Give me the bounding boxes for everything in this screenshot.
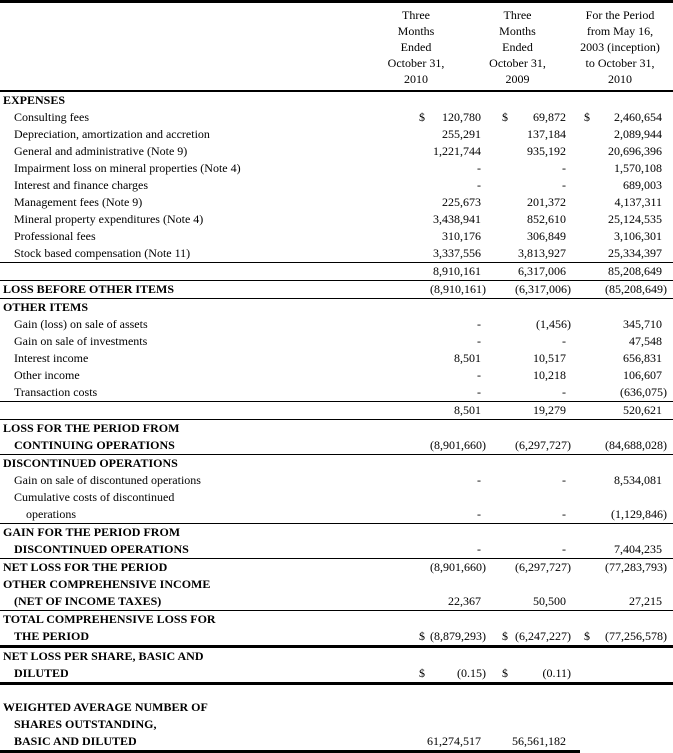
value-col-2 xyxy=(487,628,572,645)
row-label: Transaction costs xyxy=(14,385,98,399)
table-row xyxy=(0,593,673,610)
table-row xyxy=(0,420,673,437)
value-col-3 xyxy=(572,245,668,262)
value-text: 656,831 xyxy=(623,351,662,365)
value-text: 201,372 xyxy=(527,195,566,209)
value-col-1 xyxy=(399,177,487,194)
value-text: - xyxy=(477,317,481,331)
table-row xyxy=(0,384,673,401)
table-row xyxy=(0,611,673,628)
value-col-2 xyxy=(487,611,572,628)
value-text: 306,849 xyxy=(527,229,566,243)
dollar-sign: $ xyxy=(502,629,508,643)
row-label: DISCONTINUED OPERATIONS xyxy=(14,542,189,556)
value-text: 25,334,397 xyxy=(608,246,662,260)
row-label: OTHER ITEMS xyxy=(3,300,89,314)
value-col-1 xyxy=(399,437,487,454)
value-text: - xyxy=(477,178,481,192)
column-header-line: Months xyxy=(499,24,536,38)
value-col-2 xyxy=(487,281,572,298)
value-col-1 xyxy=(399,541,487,558)
value-col-3 xyxy=(572,611,668,628)
column-header-line: 2003 (inception) xyxy=(580,40,660,54)
value-col-2 xyxy=(487,126,572,143)
table-row xyxy=(0,211,673,228)
table-row xyxy=(0,177,673,194)
value-col-3 xyxy=(572,194,668,211)
value-col-1 xyxy=(399,367,487,384)
value-col-3 xyxy=(572,420,668,437)
value-col-1 xyxy=(399,92,487,109)
value-text: (0.15) xyxy=(457,666,486,680)
spacer-row xyxy=(0,685,673,699)
value-col-1 xyxy=(399,109,487,126)
value-col-3 xyxy=(572,350,668,367)
value-text: 25,124,535 xyxy=(608,212,662,226)
table-row xyxy=(0,194,673,211)
table-body xyxy=(0,92,673,753)
value-text: 61,274,517 xyxy=(427,734,481,748)
value-col-1 xyxy=(399,245,487,262)
value-text: (85,208,649) xyxy=(605,282,667,296)
value-col-3 xyxy=(572,559,668,576)
value-text: - xyxy=(562,507,566,521)
table-row xyxy=(0,402,673,419)
table-row xyxy=(0,333,673,350)
row-label: Cumulative costs of discontinued xyxy=(14,490,175,504)
table-row xyxy=(0,245,673,262)
value-col-3 xyxy=(572,506,668,523)
value-text: 8,501 xyxy=(454,351,481,365)
table-row xyxy=(0,437,673,454)
value-col-3 xyxy=(572,455,668,472)
value-col-3 xyxy=(572,437,668,454)
table-row xyxy=(0,367,673,384)
row-label: DISCONTINUED OPERATIONS xyxy=(3,456,178,470)
row-label: Depreciation, amortization and accretion xyxy=(14,127,210,141)
table-row xyxy=(0,160,673,177)
value-col-3 xyxy=(572,299,668,316)
row-label: General and administrative (Note 9) xyxy=(14,144,188,158)
table-row xyxy=(0,263,673,280)
value-col-2 xyxy=(487,648,572,665)
dollar-sign: $ xyxy=(419,629,425,643)
value-col-1 xyxy=(399,194,487,211)
value-text: - xyxy=(562,334,566,348)
value-text: (77,256,578) xyxy=(605,629,667,643)
value-col-1 xyxy=(399,593,487,610)
value-col-1 xyxy=(399,143,487,160)
value-text: - xyxy=(562,473,566,487)
column-header-line: October 31, xyxy=(387,56,445,70)
column-header-line: to October 31, xyxy=(585,56,655,70)
value-col-3 xyxy=(572,733,668,750)
value-col-3 xyxy=(572,628,668,645)
row-label: SHARES OUTSTANDING, xyxy=(14,717,157,731)
value-text: (84,688,028) xyxy=(605,438,667,452)
dollar-sign: $ xyxy=(502,666,508,680)
column-header-line: 2010 xyxy=(404,72,428,86)
row-label xyxy=(0,402,399,419)
value-col-2 xyxy=(487,437,572,454)
column-header-line: from May 16, xyxy=(586,24,654,38)
value-text: - xyxy=(477,542,481,556)
dollar-sign: $ xyxy=(419,666,425,680)
value-text: 310,176 xyxy=(442,229,481,243)
value-col-2 xyxy=(487,143,572,160)
row-label: Other income xyxy=(14,368,80,382)
row-label: WEIGHTED AVERAGE NUMBER OF xyxy=(3,700,208,714)
dollar-sign: $ xyxy=(419,110,425,124)
value-text: 4,137,311 xyxy=(614,195,662,209)
table-row xyxy=(0,299,673,316)
value-text: - xyxy=(477,507,481,521)
row-label: TOTAL COMPREHENSIVE LOSS FOR xyxy=(3,612,216,626)
value-col-3 xyxy=(572,576,668,593)
value-text: 137,184 xyxy=(527,127,566,141)
row-label: Stock based compensation (Note 11) xyxy=(14,246,191,260)
row-label: Gain (loss) on sale of assets xyxy=(14,317,148,331)
value-text: 6,317,006 xyxy=(518,264,566,278)
value-col-1 xyxy=(399,333,487,350)
value-text: - xyxy=(562,385,566,399)
value-text: (0.11) xyxy=(542,666,571,680)
row-label: Management fees (Note 9) xyxy=(14,195,143,209)
value-text: 120,780 xyxy=(442,110,481,124)
value-col-1 xyxy=(399,559,487,576)
value-col-1 xyxy=(399,716,487,733)
row-label: LOSS BEFORE OTHER ITEMS xyxy=(3,282,175,296)
value-text: 7,404,235 xyxy=(614,542,662,556)
value-col-3 xyxy=(572,143,668,160)
value-col-2 xyxy=(487,472,572,489)
table-row xyxy=(0,576,673,593)
value-text: - xyxy=(562,542,566,556)
row-label: Gain on sale of discontuned operations xyxy=(14,473,201,487)
value-col-3 xyxy=(572,228,668,245)
value-text: 520,621 xyxy=(623,403,662,417)
value-col-2 xyxy=(487,333,572,350)
column-header-period-3 xyxy=(560,7,668,87)
value-col-2 xyxy=(487,733,572,750)
value-col-2 xyxy=(487,524,572,541)
table-row xyxy=(0,109,673,126)
value-col-1 xyxy=(399,455,487,472)
value-text: 1,221,744 xyxy=(433,144,481,158)
value-col-3 xyxy=(572,472,668,489)
value-text: 689,003 xyxy=(623,178,662,192)
value-text: (1,456) xyxy=(536,317,571,331)
value-col-2 xyxy=(487,160,572,177)
value-col-1 xyxy=(399,611,487,628)
value-col-1 xyxy=(399,524,487,541)
value-col-1 xyxy=(399,228,487,245)
row-label: Interest income xyxy=(14,351,89,365)
value-text: 27,215 xyxy=(629,594,662,608)
table-row xyxy=(0,489,673,506)
value-col-1 xyxy=(399,733,487,750)
value-text: 3,337,556 xyxy=(433,246,481,260)
value-text: 10,517 xyxy=(533,351,566,365)
value-text: 935,192 xyxy=(527,144,566,158)
value-text: 3,106,301 xyxy=(614,229,662,243)
value-col-3 xyxy=(572,367,668,384)
value-col-1 xyxy=(399,384,487,401)
table-row xyxy=(0,455,673,472)
value-text: 345,710 xyxy=(623,317,662,331)
column-header-period-1 xyxy=(352,7,460,87)
column-header-line: 2009 xyxy=(505,72,530,86)
row-label: Professional fees xyxy=(14,229,96,243)
value-col-3 xyxy=(572,333,668,350)
table-row xyxy=(0,506,673,523)
table-row xyxy=(0,716,673,733)
value-col-1 xyxy=(399,576,487,593)
value-col-1 xyxy=(399,699,487,716)
value-col-3 xyxy=(572,177,668,194)
value-text: 255,291 xyxy=(442,127,481,141)
value-text: (6,247,227) xyxy=(515,629,571,643)
value-text: 8,501 xyxy=(454,403,481,417)
table-row xyxy=(0,541,673,558)
value-text: (8,901,660) xyxy=(430,438,486,452)
value-text: 3,813,927 xyxy=(518,246,566,260)
value-text: 56,561,182 xyxy=(512,734,566,748)
dollar-sign: $ xyxy=(584,629,590,643)
value-col-2 xyxy=(487,245,572,262)
value-col-3 xyxy=(572,593,668,610)
value-col-2 xyxy=(487,541,572,558)
value-text: (6,317,006) xyxy=(515,282,571,296)
column-header-line: Three xyxy=(402,8,430,22)
value-col-3 xyxy=(572,541,668,558)
column-header-line: Three xyxy=(503,8,532,22)
row-label: CONTINUING OPERATIONS xyxy=(14,438,175,452)
value-col-2 xyxy=(487,177,572,194)
value-col-1 xyxy=(399,281,487,298)
value-text: 8,910,161 xyxy=(433,264,481,278)
value-col-3 xyxy=(572,699,668,716)
value-col-2 xyxy=(487,420,572,437)
column-headers xyxy=(0,3,673,92)
value-col-2 xyxy=(487,665,572,682)
value-col-1 xyxy=(399,160,487,177)
table-row xyxy=(0,559,673,576)
value-text: - xyxy=(477,385,481,399)
table-row xyxy=(0,628,673,645)
value-col-2 xyxy=(487,211,572,228)
row-label: Mineral property expenditures (Note 4) xyxy=(14,212,204,226)
column-header-line: Months xyxy=(397,24,435,38)
table-row xyxy=(0,699,673,716)
column-header-line: 2010 xyxy=(608,72,632,86)
row-label: BASIC AND DILUTED xyxy=(14,734,137,748)
value-text: 1,570,108 xyxy=(614,161,662,175)
value-col-3 xyxy=(572,109,668,126)
table-row xyxy=(0,143,673,160)
value-text: 50,500 xyxy=(533,594,566,608)
value-col-1 xyxy=(399,299,487,316)
value-col-3 xyxy=(572,316,668,333)
table-row xyxy=(0,524,673,541)
value-text: (636,075) xyxy=(620,385,667,399)
value-text: - xyxy=(562,161,566,175)
value-col-2 xyxy=(487,716,572,733)
value-text: 69,872 xyxy=(533,110,566,124)
row-label: Consulting fees xyxy=(14,110,89,124)
value-text: 106,607 xyxy=(623,368,662,382)
value-text: 47,548 xyxy=(629,334,662,348)
value-col-1 xyxy=(399,211,487,228)
value-col-3 xyxy=(572,384,668,401)
value-col-1 xyxy=(399,506,487,523)
value-col-2 xyxy=(487,506,572,523)
value-col-2 xyxy=(487,367,572,384)
value-text: - xyxy=(477,161,481,175)
row-label: NET LOSS FOR THE PERIOD xyxy=(3,560,168,574)
value-text: 852,610 xyxy=(527,212,566,226)
value-text: 225,673 xyxy=(442,195,481,209)
value-text: 3,438,941 xyxy=(433,212,481,226)
column-header-period-2 xyxy=(460,7,560,87)
value-text: 8,534,081 xyxy=(614,473,662,487)
value-text: - xyxy=(477,368,481,382)
column-header-line: For the Period xyxy=(585,8,655,22)
value-col-1 xyxy=(399,263,487,280)
value-text: (8,910,161) xyxy=(430,282,486,296)
value-col-2 xyxy=(487,402,572,419)
value-col-3 xyxy=(572,126,668,143)
value-col-3 xyxy=(572,92,668,109)
value-text: 2,089,944 xyxy=(614,127,662,141)
value-text: (6,297,727) xyxy=(515,560,571,574)
value-col-1 xyxy=(399,648,487,665)
row-label: GAIN FOR THE PERIOD FROM xyxy=(3,525,181,539)
row-label: operations xyxy=(26,507,76,521)
value-col-1 xyxy=(399,126,487,143)
column-header-line: Ended xyxy=(502,40,533,54)
value-col-1 xyxy=(399,489,487,506)
value-col-2 xyxy=(487,455,572,472)
table-row xyxy=(0,350,673,367)
value-col-2 xyxy=(487,228,572,245)
row-label: Impairment loss on mineral properties (Note 4) xyxy=(14,161,241,175)
row-label: OTHER COMPREHENSIVE INCOME xyxy=(3,577,211,591)
value-text: (8,901,660) xyxy=(430,560,486,574)
row-label: (NET OF INCOME TAXES) xyxy=(14,594,162,608)
dollar-sign: $ xyxy=(584,110,590,124)
value-text: - xyxy=(562,178,566,192)
value-col-1 xyxy=(399,316,487,333)
value-col-3 xyxy=(572,489,668,506)
value-text: 2,460,654 xyxy=(614,110,662,124)
value-col-2 xyxy=(487,263,572,280)
value-text: 10,218 xyxy=(533,368,566,382)
value-text: 22,367 xyxy=(448,594,481,608)
value-text: 85,208,649 xyxy=(608,264,662,278)
table-row xyxy=(0,665,673,682)
value-col-3 xyxy=(572,263,668,280)
value-col-1 xyxy=(399,402,487,419)
value-text: 20,696,396 xyxy=(608,144,662,158)
value-col-1 xyxy=(399,350,487,367)
value-text: (8,879,293) xyxy=(430,629,486,643)
row-label: LOSS FOR THE PERIOD FROM xyxy=(3,421,180,435)
value-col-3 xyxy=(572,524,668,541)
table-row xyxy=(0,648,673,665)
value-col-1 xyxy=(399,665,487,682)
value-col-3 xyxy=(572,402,668,419)
row-label: NET LOSS PER SHARE, BASIC AND xyxy=(3,649,204,663)
table-row xyxy=(0,281,673,298)
table-row xyxy=(0,228,673,245)
value-col-2 xyxy=(487,559,572,576)
value-col-2 xyxy=(487,489,572,506)
value-col-1 xyxy=(399,628,487,645)
row-label: THE PERIOD xyxy=(14,629,90,643)
value-col-2 xyxy=(487,699,572,716)
value-col-2 xyxy=(487,194,572,211)
value-text: (77,283,793) xyxy=(605,560,667,574)
column-header-line: Ended xyxy=(400,40,432,54)
value-col-3 xyxy=(572,665,668,682)
row-label xyxy=(0,263,399,280)
value-col-2 xyxy=(487,593,572,610)
row-label: Gain on sale of investments xyxy=(14,334,148,348)
row-label: DILUTED xyxy=(14,666,69,680)
value-col-2 xyxy=(487,316,572,333)
table-row xyxy=(0,316,673,333)
value-col-3 xyxy=(572,160,668,177)
value-text: - xyxy=(477,334,481,348)
header-spacer xyxy=(0,7,352,87)
table-row xyxy=(0,733,673,750)
value-col-1 xyxy=(399,472,487,489)
table-row xyxy=(0,92,673,109)
value-col-1 xyxy=(399,420,487,437)
value-col-3 xyxy=(572,281,668,298)
value-text: 19,279 xyxy=(533,403,566,417)
column-header-line: October 31, xyxy=(489,56,546,70)
value-col-2 xyxy=(487,576,572,593)
value-col-3 xyxy=(572,648,668,665)
dollar-sign: $ xyxy=(502,110,508,124)
value-text: - xyxy=(477,473,481,487)
table-row xyxy=(0,472,673,489)
value-text: (6,297,727) xyxy=(515,438,571,452)
value-col-2 xyxy=(487,350,572,367)
row-label: EXPENSES xyxy=(3,93,66,107)
value-col-3 xyxy=(572,211,668,228)
value-col-2 xyxy=(487,299,572,316)
value-col-2 xyxy=(487,384,572,401)
table-row xyxy=(0,126,673,143)
value-col-2 xyxy=(487,92,572,109)
value-col-3 xyxy=(572,716,668,733)
row-label: Interest and finance charges xyxy=(14,178,149,192)
value-text: (1,129,846) xyxy=(611,507,667,521)
value-col-2 xyxy=(487,109,572,126)
